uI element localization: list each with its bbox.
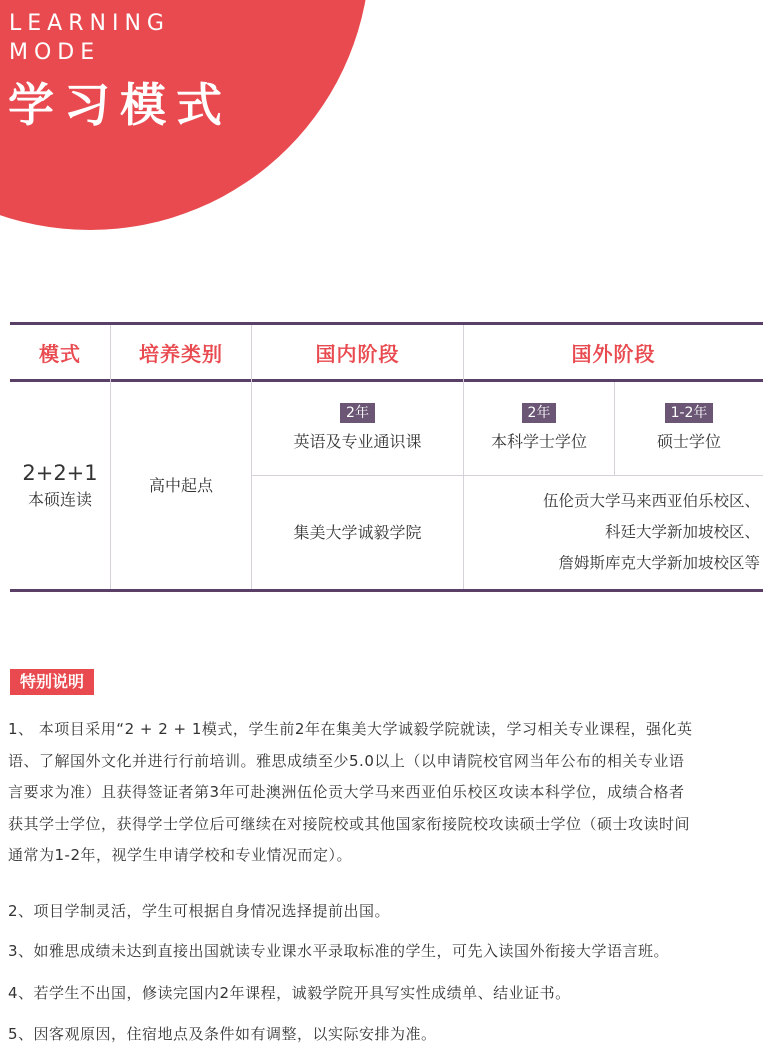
abroad-bachelor-cell: [464, 382, 614, 475]
abroad-school-line: 伍伦贡大学马来西亚伯乐校区、: [542, 492, 760, 510]
note-line: 通常为1-2年，视学生申请学校和专业情况而定）。: [8, 846, 353, 864]
abroad-school-line: 詹姆斯库克大学新加坡校区等: [558, 554, 760, 572]
domestic-years-tag: 2年: [340, 403, 375, 423]
header-abroad: 国外阶段: [571, 341, 656, 366]
learning-mode-table: [10, 322, 763, 592]
note-line: 获其学士学位，获得学士学位后可继续在对接院校或其他国家衔接院校攻读硕士学位（硕士攻读时间: [8, 814, 691, 833]
special-notes-badge: 特别说明: [10, 669, 94, 695]
note-item-4: 4、若学生不出国，修读完国内2年课程，诚毅学院开具写实性成绩单、结业证书。: [8, 984, 571, 1002]
note-item-5: 5、因客观原因，住宿地点及条件如有调整，以实际安排为准。: [8, 1025, 437, 1043]
title-en-line2: MODE: [9, 40, 101, 65]
domestic-course: 英语及专业通识课: [293, 431, 422, 451]
domestic-course-cell: [252, 382, 463, 475]
master-degree: 硕士学位: [656, 431, 721, 451]
master-years-tag: 1-2年: [665, 403, 714, 423]
header-category: 培养类别: [139, 341, 223, 366]
page-title: 学习模式: [8, 78, 232, 132]
header-domestic: 国内阶段: [315, 341, 400, 366]
note-item-2: 2、项目学制灵活，学生可根据自身情况选择提前出国。: [8, 902, 391, 920]
note-line: 语、了解国外文化并进行行前培训。雅思成绩至少5.0以上（以申请院校官网当年公布的相关专业语: [8, 751, 685, 770]
note-item-3: 3、如雅思成绩未达到直接出国就读专业课水平录取标准的学生，可先入读国外衔接大学语言班。: [8, 942, 670, 960]
abroad-master-cell: [615, 382, 763, 475]
domestic-school: 集美大学诚毅学院: [293, 522, 422, 542]
domestic-school-cell: [252, 476, 463, 589]
mode-sub: 本硕连读: [27, 489, 92, 509]
bachelor-years-tag: 2年: [522, 403, 557, 423]
mode-cell: [10, 382, 110, 589]
category-cell: [111, 382, 251, 589]
category-text: 高中起点: [148, 475, 213, 495]
title-en-line1: LEARNING: [9, 11, 170, 36]
bachelor-degree: 本科学士学位: [490, 431, 587, 451]
table-bottom-rule: [10, 589, 763, 592]
abroad-schools-cell: [464, 476, 760, 589]
note-item-1: [8, 714, 760, 872]
mode-main: 2+2+1: [22, 460, 98, 485]
note-line: 1、 本项目采用“2 + 2 + 1模式，学生前2年在集美大学诚毅学院就读，学习相关专业课程，强化英: [8, 720, 693, 738]
note-line: 言要求为准）且获得签证者第3年可赴澳洲伍伦贡大学马来西亚伯乐校区攻读本科学位，成绩合格者: [8, 783, 685, 801]
abroad-school-line: 科廷大学新加坡校区、: [604, 523, 760, 541]
header-mode: 模式: [39, 341, 81, 366]
